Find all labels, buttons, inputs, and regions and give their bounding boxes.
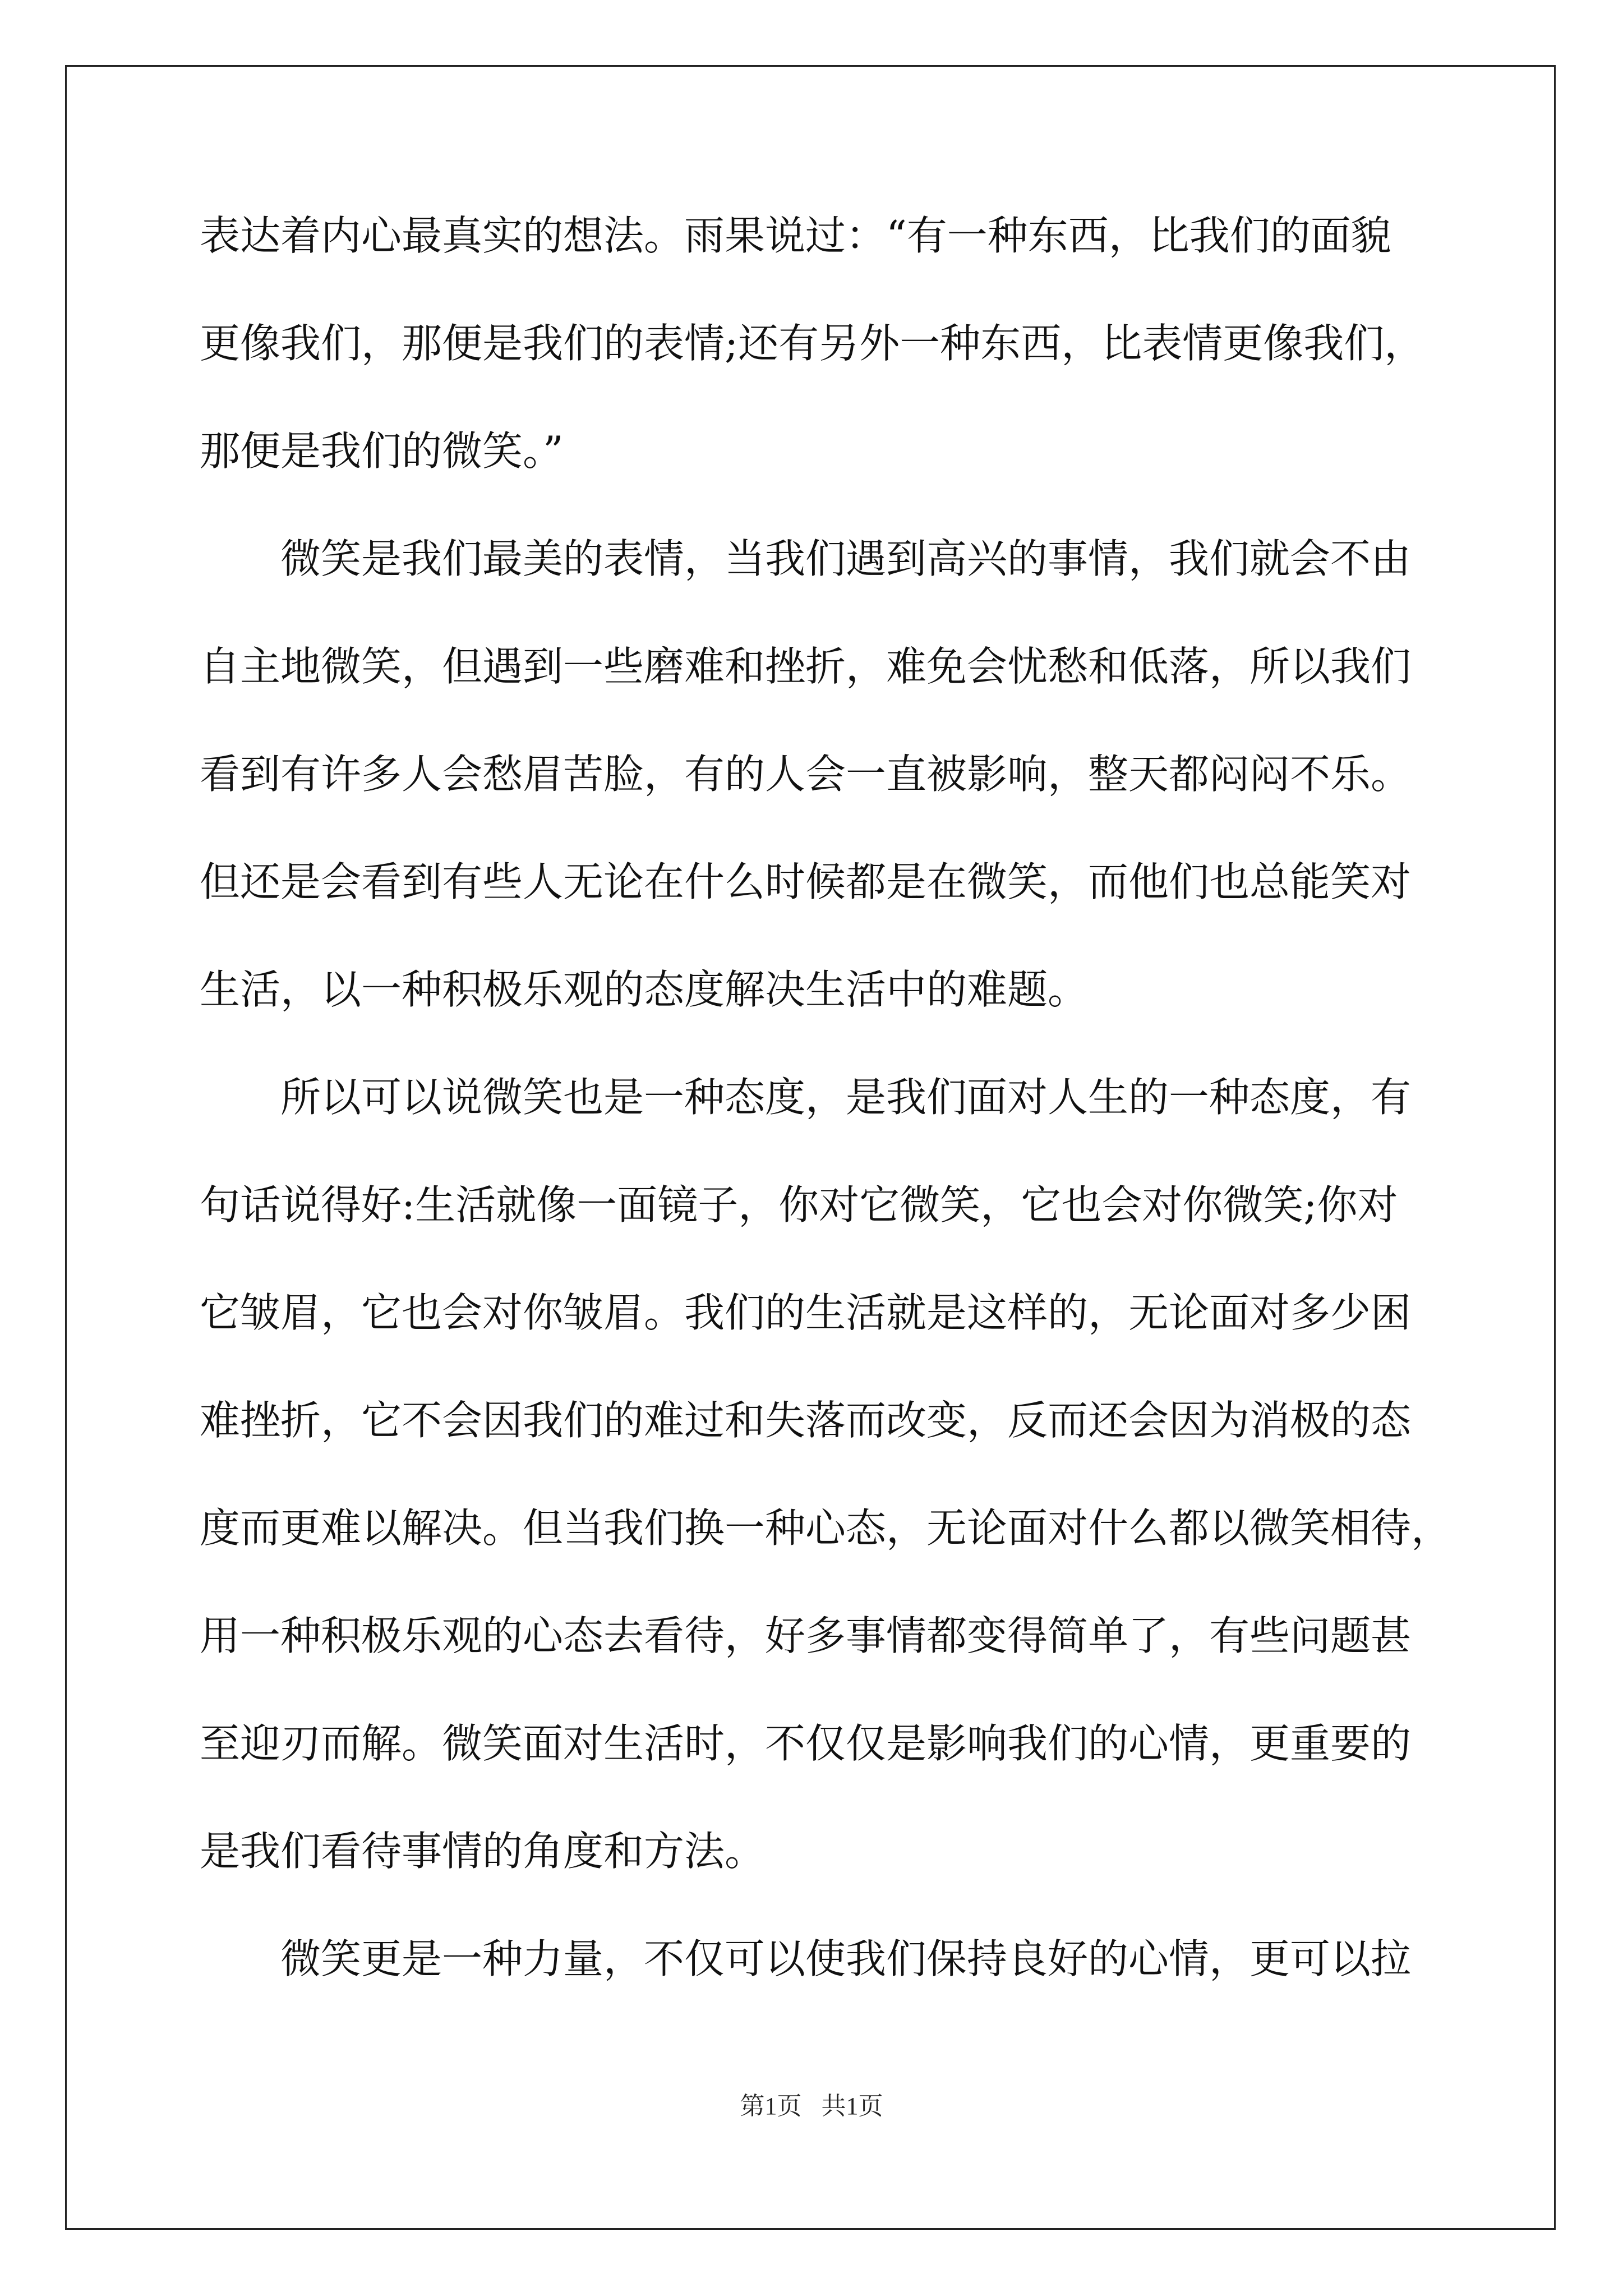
- text-line: 至迎刃而解。微笑面对生活时，不仅仅是影响我们的心情，更重要的: [200, 1720, 1412, 1767]
- page-number: 第1页: [740, 2092, 802, 2120]
- text-line: 度而更难以解决。但当我们换一种心态，无论面对什么都以微笑相待，: [200, 1504, 1452, 1552]
- text-line: 但还是会看到有些人无论在什么时候都是在微笑，而他们也总能笑对: [200, 858, 1412, 905]
- text-line: 自主地微笑，但遇到一些磨难和挫折，难免会忧愁和低落，所以我们: [200, 643, 1412, 690]
- text-line: 微笑更是一种力量，不仅可以使我们保持良好的心情，更可以拉: [280, 1935, 1412, 1982]
- page-total: 共1页: [821, 2092, 883, 2120]
- text-line: 句话说得好:生活就像一面镜子，你对它微笑，它也会对你微笑;你对: [200, 1181, 1398, 1228]
- text-line: 表达着内心最真实的想法。雨果说过：“有一种东西，比我们的面貌: [200, 212, 1391, 259]
- text-line: 微笑是我们最美的表情，当我们遇到高兴的事情，我们就会不由: [280, 535, 1412, 582]
- text-line: 生活，以一种积极乐观的态度解决生活中的难题。: [200, 966, 1089, 1013]
- text-line: 难挫折，它不会因我们的难过和失落而改变，反而还会因为消极的态: [200, 1397, 1412, 1444]
- text-line: 用一种积极乐观的心态去看待，好多事情都变得简单了，有些问题甚: [200, 1612, 1412, 1659]
- page-footer: [0, 2086, 1623, 2122]
- text-line: 是我们看待事情的角度和方法。: [200, 1828, 766, 1875]
- text-line: 它皱眉，它也会对你皱眉。我们的生活就是这样的，无论面对多少困: [200, 1289, 1412, 1336]
- text-line: 所以可以说微笑也是一种态度，是我们面对人生的一种态度，有: [280, 1074, 1412, 1121]
- page-border: [65, 65, 1556, 2230]
- text-line: 更像我们，那便是我们的表情;还有另外一种东西，比表情更像我们，: [200, 320, 1425, 367]
- text-line: 看到有许多人会愁眉苦脸，有的人会一直被影响，整天都闷闷不乐。: [200, 751, 1412, 798]
- text-line: 那便是我们的微笑。”: [200, 427, 564, 475]
